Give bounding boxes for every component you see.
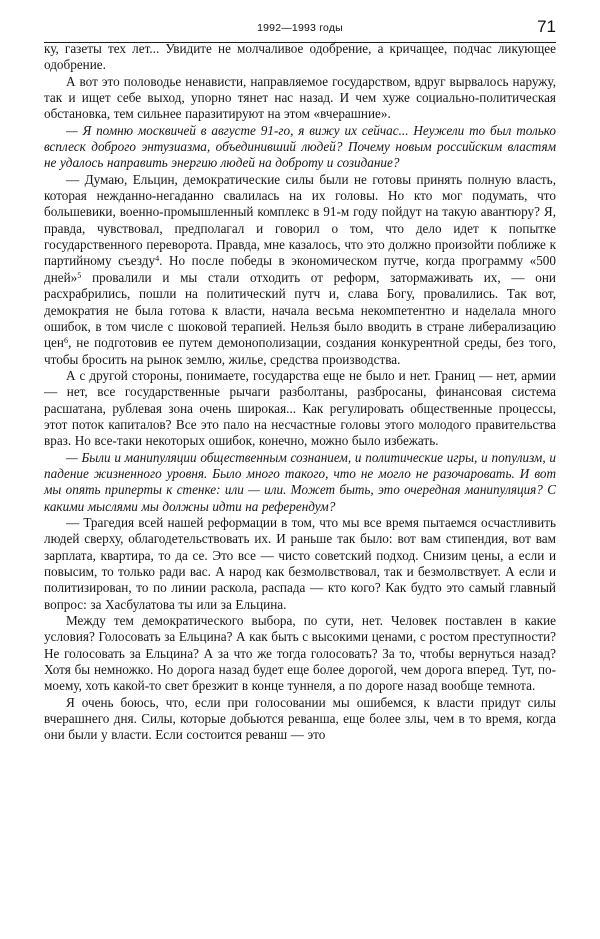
- paragraph: А с другой стороны, понимаете, государства еще не было и нет. Границ — нет, армии — нет, все государственные рычаги разболтаны, разбросаны, финансовая система расшатана, рублевая зона очень широкая... Как регулировать общественные процессы, этот поток капиталов? Все это пало на несчастные головы этого молодого правительства враз. Но все-таки некоторых ошибок, конечно, можно было избежать.: [44, 367, 556, 449]
- body-text: [44, 32, 556, 744]
- running-head: [44, 0, 556, 36]
- paragraph: А вот это половодье ненависти, направляемое государством, вдруг вырвалось наружу, так и ищет себе выход, упорно тянет нас назад. И чем хуже социально-политическая обстановка, тем сильнее паразитируют на этом «вчерашние».: [44, 73, 556, 122]
- page-number: 71: [537, 17, 556, 36]
- paragraph-continuation: ку, газеты тех лет... Увидите не молчаливое одобрение, а кричащее, подчас ликующее одобрение.: [44, 41, 556, 73]
- interview-answer: — Трагедия всей нашей реформации в том, что мы все время пытаемся осчастливить людей сверху, облагодетельствовать их. И раньше так было: вот вам стипендия, вот вам зарплата, квартира, то да се. Это все — чисто советский подход. Снизим цены, а если и повысим, то только ради вас. А народ как безмолвствовал, так и безмолвствует. А если и политизирован, то по линии раскола, распада — кто кого? Как будто это самый главный вопрос: за Хасбулатова ты или за Ельцина.: [44, 514, 556, 612]
- interview-question: — Я помню москвичей в августе 91-го, я вижу их сейчас... Неужели то был только всплеск доброго энтузиазма, объединивший людей? Почему новым российским властям не удалось направить энергию людей на доброту и созидание?: [44, 122, 556, 171]
- paragraph: Я очень боюсь, что, если при голосовании мы ошибемся, к власти придут силы вчерашнего дня. Силы, которые добьются реванша, еще более злы, чем в то время, когда они были у власти. Если состоится реванш — это: [44, 694, 556, 743]
- interview-question: — Были и манипуляции общественным сознанием, и политические игры, и популизм, и падение жизненного уровня. Было много такого, что не могло не разочаровать. И вот мы опять приперты к стенке: или — или. Может быть, это очередная манипуляция? С какими мыслями мы должны идти на референдум?: [44, 449, 556, 514]
- running-head-inner: [44, 17, 556, 38]
- header-rule: [44, 42, 556, 43]
- interview-answer: — Думаю, Ельцин, демократические силы были не готовы принять полную власть, которая нежданно-негаданно свалилась на их головы. Но кто мог подумать, что большевики, военно-промышленный комплекс в 91-м году пойдут на такую авантюру? Я, правда, чувствовал, предполагал и говорил о том, что дело идет к попытке государственного переворота. Правда, мне казалось, что это должно произойти поближе к партийному съезду$^4$. Но после победы в экономическом путче, когда программу «500 дней»$^5$ провалили и мы стали отходить от реформ, затормаживать их, — они расхрабрились, пошли на политический путч и, слава Богу, провалились. Так вот, демократия не была готова к власти, начала весьма некомпетентно и наделала много ошибок, в том числе с шоковой терапией. Нельзя было вводить в стране либерализацию цен$^6$, не подготовив ее путем демонополизации, создания конкурентной среды, без того, чтобы бросить на рынок землю, жилье, средства производства.: [44, 171, 556, 367]
- paragraph: Между тем демократического выбора, по сути, нет. Человек поставлен в какие условия? Голосовать за Ельцина? А как быть с высокими ценами, с ростом преступности? Не голосовать за Ельцина? А за что же тогда голосовать? За то, чтобы вернуться назад? Хотя бы немножко. Но дорога назад будет еще более дорогой, чем дорога вперед. Тут, по-моему, хоть какой-то свет брезжит в конце туннеля, а по дороге назад вообще темнота.: [44, 613, 556, 694]
- running-head-title: 1992—1993 годы: [257, 22, 343, 34]
